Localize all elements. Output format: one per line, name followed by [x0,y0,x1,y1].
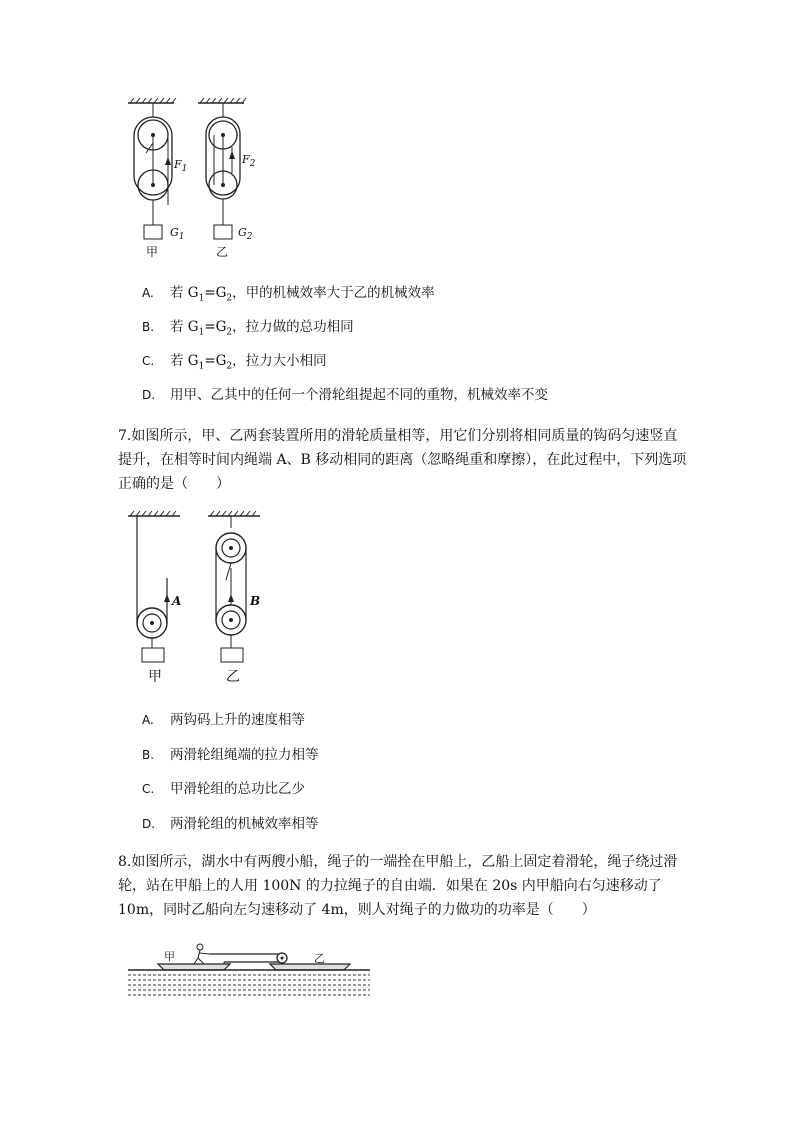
figure1-caption-right: 乙 [216,245,229,259]
figure2-caption-left: 甲 [148,669,162,685]
q7-option-c[interactable]: C. 甲滑轮组的总功比乙少 [142,781,305,797]
rope-end-label-b: B [250,594,261,608]
q7-stem: 7.如图所示，甲、乙两套装置所用的滑轮质量相等，用它们分别将相同质量的钩码匀速竖直提升，在相等时间内绳端 A、B 移动相同的距离（忽略绳重和摩擦），在此过程中，下列选项正确的是（ ） [118,428,687,492]
force-label-f2: $F_2$ [242,153,256,170]
weight-label-g2: $G_2$ [238,226,253,243]
q7-option-d[interactable]: D. 两滑轮组的机械效率相等 [142,816,319,832]
q8-stem: 8.如图所示，湖水中有两艘小船，绳子的一端拴在甲船上，乙船上固定着滑轮，绳子绕过滑轮，站在甲船上的人用 100N 的力拉绳子的自由端．如果在 20s 内甲船向右匀速移动了 10m，同时乙船向左匀速移动了 4m，则人对绳子的力做功的功率是（ ） [118,854,678,918]
boat-label-left: 甲 [164,950,175,963]
boat-label-right: 乙 [314,952,325,965]
figure1-caption-left: 甲 [146,245,159,259]
figure-boats [124,940,374,1002]
figure-pulley-systems-1 [120,95,280,265]
rope-end-label-a: A [172,594,182,608]
force-label-f1: $F_1$ [174,158,188,175]
q6-option-a[interactable]: A. 若 $G_1=G_2$，甲的机械效率大于乙的机械效率 [142,285,435,304]
figure2-caption-right: 乙 [226,669,240,685]
weight-label-g1: $G_1$ [170,226,185,243]
q6-option-b[interactable]: B. 若 $G_1=G_2$，拉力做的总功相同 [142,319,354,338]
q6-option-c[interactable]: C. 若 $G_1=G_2$，拉力大小相同 [142,353,327,372]
q6-option-d[interactable]: D. 用甲、乙其中的任何一个滑轮组提起不同的重物，机械效率不变 [142,387,548,403]
q7-option-b[interactable]: B. 两滑轮组绳端的拉力相等 [142,747,319,763]
q7-option-a[interactable]: A. 两钩码上升的速度相等 [142,712,305,728]
